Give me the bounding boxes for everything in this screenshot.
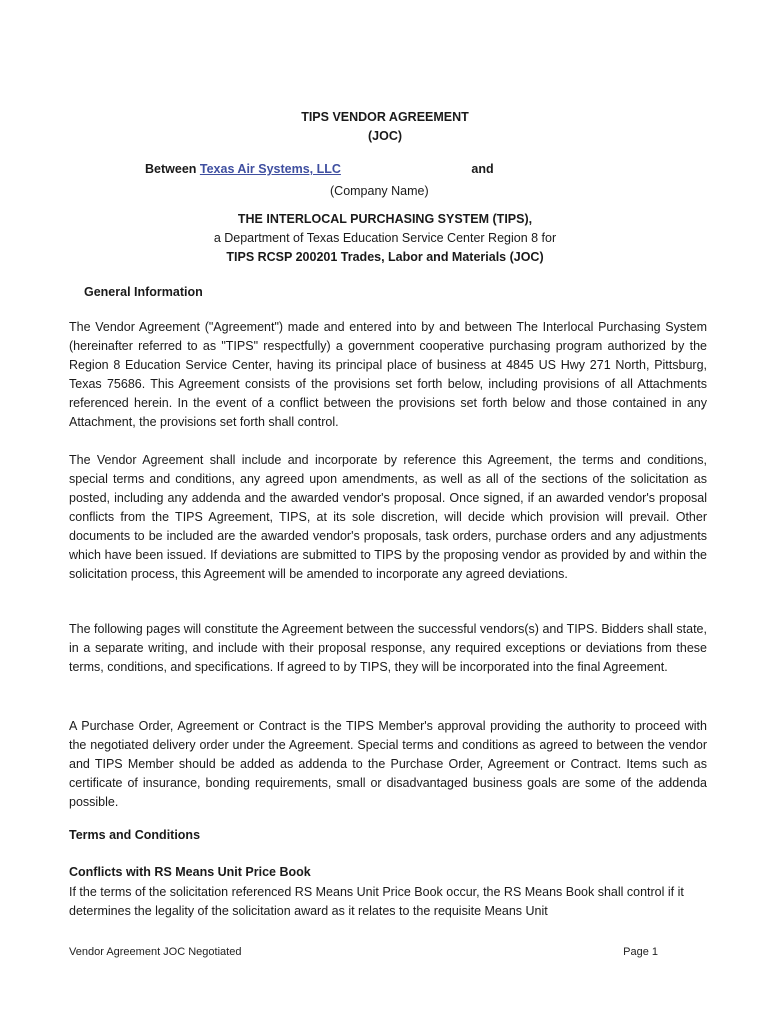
tips-name: THE INTERLOCAL PURCHASING SYSTEM (TIPS),	[237, 212, 533, 226]
between-suffix: and	[471, 162, 494, 176]
paragraph: If the terms of the solicitation referenced RS Means Unit Price Book occur, the RS Means Book shall control if it determines the legality of the solicitation award as it relates to the requisite Means Unit	[69, 885, 684, 918]
paragraph: The Vendor Agreement ("Agreement") made and entered into by and between The Interlocal Purchasing System (hereinafter referred to as "TIPS" respectfully) a government cooperative purchasing program authorized by the Region 8 Education Service Center, having its principal place of business at 4845 US Hwy 271 North, Pittsburg, Texas 75686. This Agreement consists of the provisions set forth below, including provisions of all Attachments referenced herein. In the event of a conflict between the provisions set forth below and those contained in any Attachment, the provisions set forth shall control.	[69, 320, 707, 429]
general-information-heading: General Information	[84, 285, 203, 299]
company-name-caption: (Company Name)	[330, 184, 429, 198]
between-line	[145, 162, 494, 176]
conflicts-subheading: Conflicts with RS Means Unit Price Book	[69, 865, 311, 879]
footer-page-number: Page 1	[623, 946, 658, 958]
footer-document-name: Vendor Agreement JOC Negotiated	[69, 946, 242, 958]
tips-contract: TIPS RCSP 200201 Trades, Labor and Materials (JOC)	[226, 250, 544, 264]
terms-and-conditions-heading: Terms and Conditions	[69, 828, 201, 842]
company-name-field[interactable]: Texas Air Systems, LLC	[199, 162, 341, 176]
tips-department: a Department of Texas Education Service Center Region 8 for	[213, 231, 557, 245]
paragraph: The following pages will constitute the Agreement between the successful vendors(s) and TIPS. Bidders shall state, in a separate writing, and include with their proposal response, any required exceptions or deviations from these terms, conditions, and specifications. If agreed to by TIPS, they will be incorporated into the final Agreement.	[69, 622, 707, 674]
paragraph: The Vendor Agreement shall include and incorporate by reference this Agreement, the terms and conditions, special terms and conditions, any agreed upon amendments, as well as all of the sections of the solicitation as posted, including any addenda and the awarded vendor's proposal. Once signed, if an awarded vendor's proposal conflicts from the TIPS Agreement, TIPS, at its sole discretion, will decide which provision will prevail. Other documents to be included are the awarded vendor's proposals, task orders, purchase orders and any adjustments which have been issued. If deviations are submitted to TIPS by the proposing vendor as provided by and within the solicitation process, this Agreement will be amended to incorporate any agreed deviations.	[69, 453, 707, 581]
document-subtitle: (JOC)	[367, 129, 403, 143]
paragraph: A Purchase Order, Agreement or Contract is the TIPS Member's approval providing the authority to proceed with the negotiated delivery order under the Agreement. Special terms and conditions as agreed to between the vendor and TIPS Member should be added as addenda to the Purchase Order, Agreement or Contract. Items such as certificate of insurance, bonding requirements, small or disadvantaged business goals are some of the addenda possible.	[69, 719, 707, 809]
document-title: TIPS VENDOR AGREEMENT	[301, 110, 469, 124]
between-prefix: Between	[145, 162, 197, 176]
